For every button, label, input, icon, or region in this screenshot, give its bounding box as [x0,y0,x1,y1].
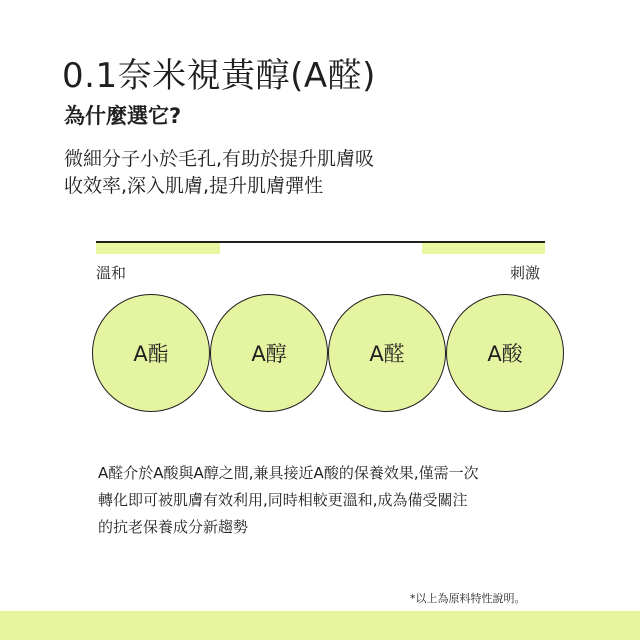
description-block [64,146,504,200]
bottom-accent-bar [0,611,640,640]
section-subtitle: 為什麼選它? [64,104,182,128]
scale-highlight-right [422,243,545,254]
description-line: 收效率,深入肌膚,提升肌膚彈性 [64,175,324,197]
scale-highlight-left [96,243,220,254]
explanation-line: A醛介於A酸與A醇之間,兼具接近A酸的保養效果,僅需一次 [98,464,479,482]
page-title: 0.1奈米視黃醇(A醛) [62,56,376,96]
explanation-block [98,460,558,541]
explanation-line: 的抗老保養成分新趨勢 [98,518,249,536]
description-line: 微細分子小於毛孔,有助於提升肌膚吸 [64,148,375,170]
ingredient-circle-retinal: A醛 [328,294,446,412]
ingredient-circle-retinol: A醇 [210,294,328,412]
explanation-line: 轉化即可被肌膚有效利用,同時相較更溫和,成為備受關注 [98,491,468,509]
scale-label-mild: 溫和 [96,264,127,282]
ingredient-circle-ester: A酯 [92,294,210,412]
ingredient-circle-acid: A酸 [446,294,564,412]
footnote: *以上為原料特性說明。 [410,592,526,605]
scale-label-strong: 刺激 [510,264,541,282]
